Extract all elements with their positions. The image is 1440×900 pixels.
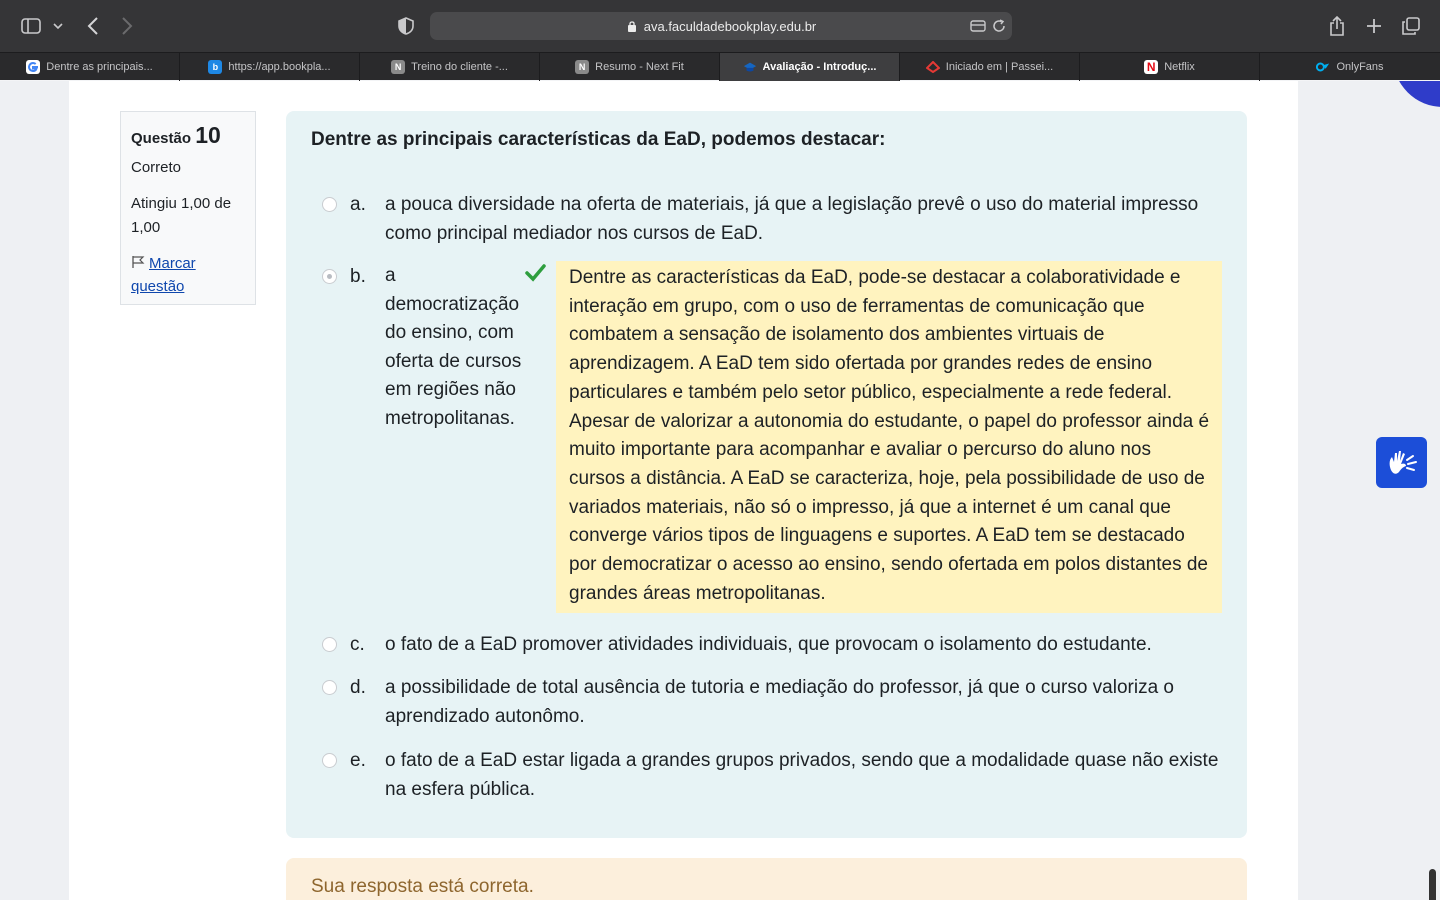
tab-google[interactable]: Dentre as principais... [0,53,180,81]
answer-letter: e. [350,750,366,771]
correct-check-icon [524,262,546,284]
tab-bar [0,52,1440,80]
sidebar-toggle-icon[interactable] [20,16,42,36]
lock-icon [626,20,638,32]
shield-icon[interactable] [396,16,416,36]
onlyfans-icon [1316,60,1330,74]
question-formulation [286,111,1247,838]
answer-text: a pouca diversidade na oferta de materiais, já que a legislação prevê o uso do material impresso como principal mediador nos cursos de EaD. [385,194,1199,244]
corner-decoration [1393,81,1440,107]
question-state: Correto [131,159,182,176]
browser-toolbar [0,0,1440,52]
tab-avaliacao[interactable]: Avaliação - Introduç... [720,53,900,81]
google-icon [26,60,40,74]
answer-letter: a. [350,194,366,215]
answer-letter: c. [350,634,365,655]
answer-text: a possibilidade de total ausência de tutoria e mediação do professor, já que o curso valoriza o aprendizado autonômo. [385,677,1174,727]
tab-overview-icon[interactable] [1400,15,1422,37]
bookplay-icon: b [208,60,222,74]
forward-icon[interactable] [116,14,138,38]
url-text: ava.faculdadebookplay.edu.br [643,18,817,34]
reload-icon[interactable] [992,19,1006,33]
sign-language-icon [1385,448,1419,478]
question-number: Questão 10 [131,122,221,148]
answer-text: o fato de a EaD estar ligada a grandes grupos privados, sendo que a modalidade quase não existe na esfera pública. [385,750,1219,800]
answer-text: a democratização do ensino, com oferta de cursos em regiões não metropolitanas. [385,265,522,429]
question-text: Dentre as principais características da EaD, podemos destacar: [311,129,886,150]
answer-letter: d. [350,677,366,698]
scrollbar-thumb[interactable] [1429,869,1436,900]
radio-c[interactable] [322,637,337,652]
radio-a[interactable] [322,197,337,212]
tab-bookplay[interactable]: b https://app.bookpla... [180,53,360,81]
radio-b[interactable] [322,269,337,284]
netflix-icon: N [1144,60,1158,74]
tab-passei[interactable]: Iniciado em | Passei... [900,53,1080,81]
passei-icon [926,60,940,74]
share-icon[interactable] [1326,14,1348,38]
outcome-feedback [286,858,1247,900]
page-content [0,81,1440,900]
question-info [120,111,256,305]
specific-feedback: Dentre as características da EaD, pode-se destacar a colaboratividade e interação em grupo, com o uso de ferramentas de comunicação que combatem a sensação de isolamento dos ambientes virtuais de aprendizagem. A EaD tem sido ofertada por grandes redes de ensino particulares e também pelo setor público, especialmente a rede federal. Apesar de valorizar a autonomia do estudante, o papel do professor ainda é muito importante para acompanhar e avaliar o percurso do aluno nos cursos a distância. A EaD se caracteriza, hoje, pela possibilidade de uso de variados materiais, não só o impresso, já que a internet é um canal que converge vários tipos de linguagens e suportes. A EaD tem se destacado por democratizar o acesso ao ensino, sendo ofertada em polos distantes de grandes áreas metropolitanas. [556,261,1222,613]
flag-question[interactable] [131,252,245,298]
flag-icon [131,255,145,269]
tab-resumo[interactable]: N Resumo - Next Fit [540,53,720,81]
radio-e[interactable] [322,753,337,768]
nextfit-icon: N [575,60,589,74]
flag-question-link[interactable]: Marcar questão [131,255,196,295]
tab-onlyfans[interactable]: OnlyFans [1260,53,1440,81]
tab-treino[interactable]: N Treino do cliente -... [360,53,540,81]
new-tab-icon[interactable] [1363,15,1385,37]
radio-d[interactable] [322,680,337,695]
address-bar[interactable] [430,12,1012,40]
back-icon[interactable] [82,14,104,38]
tab-netflix[interactable]: N Netflix [1080,53,1260,81]
answer-text: o fato de a EaD promover atividades individuais, que provocam o isolamento do estudante. [385,634,1152,655]
chevron-down-icon[interactable] [52,18,64,34]
outcome-text: Sua resposta está correta. [311,876,534,897]
answer-letter: b. [350,266,366,287]
question-grade: Atingiu 1,00 de 1,00 [131,195,232,236]
nextfit-icon: N [391,60,405,74]
reader-icon[interactable] [970,19,986,33]
moodle-icon [743,60,757,74]
accessibility-button[interactable] [1376,437,1427,488]
